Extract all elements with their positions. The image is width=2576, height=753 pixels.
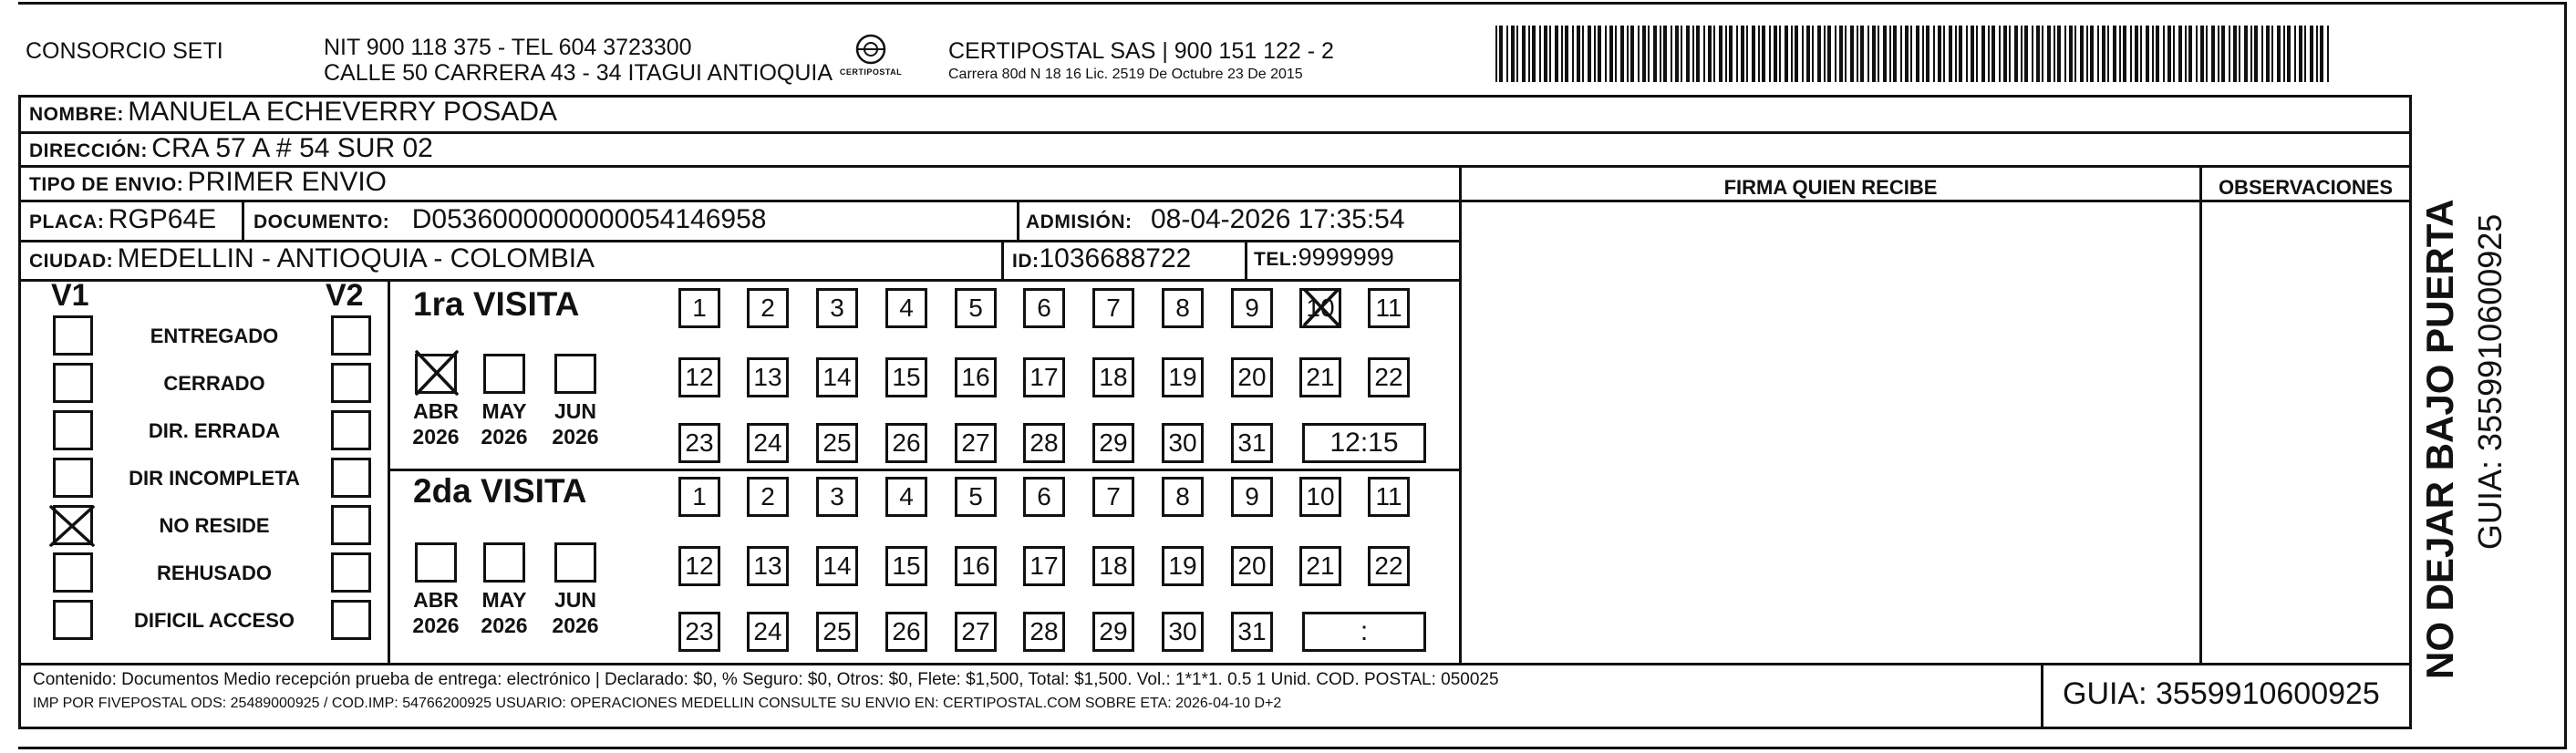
visit1-day[interactable]: 19 — [1162, 357, 1204, 397]
obs-left-divider — [2199, 165, 2202, 665]
barcode — [1495, 26, 2334, 82]
visit1-day[interactable]: 5 — [955, 288, 997, 328]
visit2-time-box[interactable]: : — [1302, 612, 1426, 652]
status-label: ENTREGADO — [150, 325, 279, 347]
status-label: REHUSADO — [157, 562, 272, 584]
status-label: NO RESIDE — [159, 514, 270, 537]
admision-value: 08-04-2026 17:35:54 — [1150, 204, 1405, 234]
visit2-day[interactable]: 5 — [955, 477, 997, 517]
visit1-day[interactable]: 23 — [678, 423, 720, 463]
visit2-year-label: 2026 — [481, 614, 528, 637]
ciudad-value: MEDELLIN - ANTIOQUIA - COLOMBIA — [117, 243, 595, 273]
footer-imp: IMP POR FIVEPOSTAL ODS: 25489000925 / COD.IMP: 54766200925 USUARIO: OPERACIONES MEDELLIN CONSULTE SU ENVIO EN: CERTIPOSTAL.COM SOBRE ETA: 2026-04-10 D+2 — [33, 696, 1282, 711]
visit2-day[interactable]: 24 — [747, 612, 789, 652]
documento-value: D0536000000000054146958 — [411, 204, 767, 234]
logo-text: CERTIPOSTAL — [839, 67, 903, 77]
page-bottom-edge — [18, 747, 2567, 749]
certipostal-line: CERTIPOSTAL SAS | 900 151 122 - 2 — [948, 38, 1334, 64]
visit2-day[interactable]: 4 — [885, 477, 927, 517]
visit1-day[interactable]: 31 — [1231, 423, 1273, 463]
side-warning: NO DEJAR BAJO PUERTA — [2418, 199, 2461, 679]
visit1-month-label: ABR — [413, 399, 459, 423]
status-label: CERRADO — [163, 372, 265, 395]
visit1-day[interactable]: 25 — [816, 423, 858, 463]
side-guia: GUIA: 3559910600925 — [2471, 213, 2509, 550]
visit1-day[interactable]: 17 — [1023, 357, 1065, 397]
observaciones-header: OBSERVACIONES — [2218, 176, 2394, 199]
visit-divider — [388, 469, 1459, 471]
visit2-day[interactable]: 15 — [885, 546, 927, 586]
visit1-day[interactable]: 7 — [1092, 288, 1134, 328]
visit2-day[interactable]: 11 — [1368, 477, 1410, 517]
ciudad-row — [29, 243, 595, 274]
visit2-day[interactable]: 6 — [1023, 477, 1065, 517]
visit1-month-checkbox[interactable] — [415, 354, 457, 394]
visit1-year-label: 2026 — [412, 425, 460, 449]
footer-contenido: Contenido: Documentos Medio recepción prueba de entrega: electrónico | Declarado: $0, % Seguro: $0, Otros: $0, Flete: $1,500, Total: $1,500. Vol.: 1*1*1. 0.5 1 Unid. COD. POSTAL: 050025 — [33, 670, 1499, 689]
columns-head-line — [1459, 200, 2412, 202]
visit1-day[interactable]: 10 — [1299, 288, 1341, 328]
visit1-day[interactable]: 15 — [885, 357, 927, 397]
visit1-day[interactable]: 26 — [885, 423, 927, 463]
visit1-month-checkbox[interactable] — [483, 354, 525, 394]
visit2-day[interactable]: 3 — [816, 477, 858, 517]
visit2-day[interactable]: 30 — [1162, 612, 1204, 652]
visit2-day[interactable]: 20 — [1231, 546, 1273, 586]
visit2-day[interactable]: 26 — [885, 612, 927, 652]
visit2-day[interactable]: 28 — [1023, 612, 1065, 652]
visit1-day[interactable]: 24 — [747, 423, 789, 463]
v1-header: V1 — [51, 278, 89, 313]
tipo-label: TIPO DE ENVIO: — [29, 174, 184, 195]
visit2-month-checkbox[interactable] — [415, 542, 457, 583]
placa-row — [29, 204, 216, 235]
visit1-day[interactable]: 27 — [955, 423, 997, 463]
id-row — [1012, 243, 1191, 274]
visit1-day[interactable]: 9 — [1231, 288, 1273, 328]
visit2-day[interactable]: 14 — [816, 546, 858, 586]
tel-label: TEL: — [1254, 249, 1298, 270]
visit2-day[interactable]: 13 — [747, 546, 789, 586]
visit1-month-checkbox[interactable] — [554, 354, 596, 394]
address-line: CALLE 50 CARRERA 43 - 34 ITAGUI ANTIOQUIA — [324, 60, 833, 86]
firma-header: FIRMA QUIEN RECIBE — [1723, 176, 1938, 199]
visit1-day[interactable]: 14 — [816, 357, 858, 397]
id-divider — [1001, 240, 1004, 281]
id-label: ID: — [1012, 251, 1040, 272]
footer-guia-divider — [2041, 663, 2043, 728]
direccion-row — [29, 133, 433, 164]
row-line-4 — [18, 240, 1459, 242]
tel-divider — [1245, 240, 1247, 281]
documento-row — [253, 204, 766, 235]
form-left-border — [18, 95, 21, 728]
visit2-month-checkbox[interactable] — [554, 542, 596, 583]
footer-guia: GUIA: 3559910600925 — [2063, 676, 2380, 711]
visit2-month-label: JUN — [553, 588, 596, 612]
visit2-day[interactable]: 2 — [747, 477, 789, 517]
form-bottom-border — [18, 727, 2412, 729]
visit1-day[interactable]: 22 — [1368, 357, 1410, 397]
visit2-title: 2da VISITA — [413, 472, 587, 510]
placa-value: RGP64E — [108, 204, 217, 234]
visit2-day[interactable]: 27 — [955, 612, 997, 652]
admision-label: ADMISIÓN: — [1026, 211, 1133, 232]
visit2-day[interactable]: 31 — [1231, 612, 1273, 652]
visit1-year-label: 2026 — [481, 425, 528, 449]
visit1-day[interactable]: 20 — [1231, 357, 1273, 397]
visit1-day[interactable]: 28 — [1023, 423, 1065, 463]
visit2-day[interactable]: 18 — [1092, 546, 1134, 586]
visit2-day[interactable]: 1 — [678, 477, 720, 517]
visit1-day[interactable]: 8 — [1162, 288, 1204, 328]
visit2-day[interactable]: 12 — [678, 546, 720, 586]
visit1-title: 1ra VISITA — [413, 285, 580, 323]
tipo-row — [29, 167, 387, 198]
placa-divider — [242, 200, 244, 242]
tipo-value: PRIMER ENVIO — [187, 167, 388, 197]
visit2-year-label: 2026 — [412, 614, 460, 637]
visit1-day[interactable]: 13 — [747, 357, 789, 397]
form-right-border — [2409, 95, 2412, 728]
admision-row — [1026, 204, 1405, 235]
company-name: CONSORCIO SETI — [26, 38, 223, 64]
visit2-day[interactable]: 16 — [955, 546, 997, 586]
page-right-edge — [2564, 2, 2567, 749]
visit1-day[interactable]: 16 — [955, 357, 997, 397]
visit2-day[interactable]: 8 — [1162, 477, 1204, 517]
visit1-day[interactable]: 11 — [1368, 288, 1410, 328]
visit1-month-label: MAY — [481, 399, 527, 423]
visit2-month-label: MAY — [481, 588, 527, 612]
visit1-day[interactable]: 29 — [1092, 423, 1134, 463]
nombre-value: MANUELA ECHEVERRY POSADA — [128, 97, 557, 127]
firma-left-divider — [1459, 165, 1462, 665]
visit1-year-label: 2026 — [552, 425, 599, 449]
placa-label: PLACA: — [29, 211, 105, 232]
direccion-label: DIRECCIÓN: — [29, 140, 148, 161]
visit1-day[interactable]: 2 — [747, 288, 789, 328]
visit2-day[interactable]: 23 — [678, 612, 720, 652]
visit2-day[interactable]: 22 — [1368, 546, 1410, 586]
visit1-day[interactable]: 30 — [1162, 423, 1204, 463]
direccion-value: CRA 57 A # 54 SUR 02 — [151, 133, 433, 163]
visit2-month-checkbox[interactable] — [483, 542, 525, 583]
visit1-day[interactable]: 4 — [885, 288, 927, 328]
row-line-5 — [18, 279, 1459, 282]
visit1-day[interactable]: 3 — [816, 288, 858, 328]
id-value: 1036688722 — [1039, 243, 1192, 273]
visit1-month-label: JUN — [553, 399, 596, 423]
visit1-day[interactable]: 12 — [678, 357, 720, 397]
visit1-day[interactable]: 1 — [678, 288, 720, 328]
visit2-year-label: 2026 — [552, 614, 599, 637]
visit2-day[interactable]: 17 — [1023, 546, 1065, 586]
visit2-day[interactable]: 7 — [1092, 477, 1134, 517]
visit2-month-label: ABR — [413, 588, 459, 612]
certipostal-logo-icon — [834, 31, 907, 86]
admision-divider — [1017, 200, 1019, 242]
ciudad-label: CIUDAD: — [29, 251, 114, 272]
visit2-day[interactable]: 29 — [1092, 612, 1134, 652]
visit1-time-box[interactable]: 12:15 — [1302, 423, 1426, 463]
top-edge — [18, 2, 2567, 5]
tel-value: 9999999 — [1298, 243, 1394, 271]
visit2-day[interactable]: 9 — [1231, 477, 1273, 517]
nombre-label: NOMBRE: — [29, 104, 124, 125]
status-label: DIFICIL ACCESO — [133, 609, 295, 632]
nombre-row — [29, 97, 557, 128]
certipostal-logo — [834, 31, 907, 86]
visit2-day[interactable]: 21 — [1299, 546, 1341, 586]
documento-label: DOCUMENTO: — [253, 211, 390, 232]
visit2-day[interactable]: 10 — [1299, 477, 1341, 517]
v2-header: V2 — [326, 278, 364, 313]
visit1-day[interactable]: 6 — [1023, 288, 1065, 328]
visit1-day[interactable]: 21 — [1299, 357, 1341, 397]
tel-row — [1254, 243, 1394, 272]
footer-top-line — [18, 663, 2412, 665]
visit1-day[interactable]: 18 — [1092, 357, 1134, 397]
license-line: Carrera 80d N 18 16 Lic. 2519 De Octubre 23 De 2015 — [948, 67, 1303, 82]
nit-line: NIT 900 118 375 - TEL 604 3723300 — [324, 35, 692, 60]
status-label: DIR. ERRADA — [148, 419, 281, 442]
visit2-day[interactable]: 19 — [1162, 546, 1204, 586]
status-label: DIR INCOMPLETA — [129, 467, 300, 490]
visit2-day[interactable]: 25 — [816, 612, 858, 652]
